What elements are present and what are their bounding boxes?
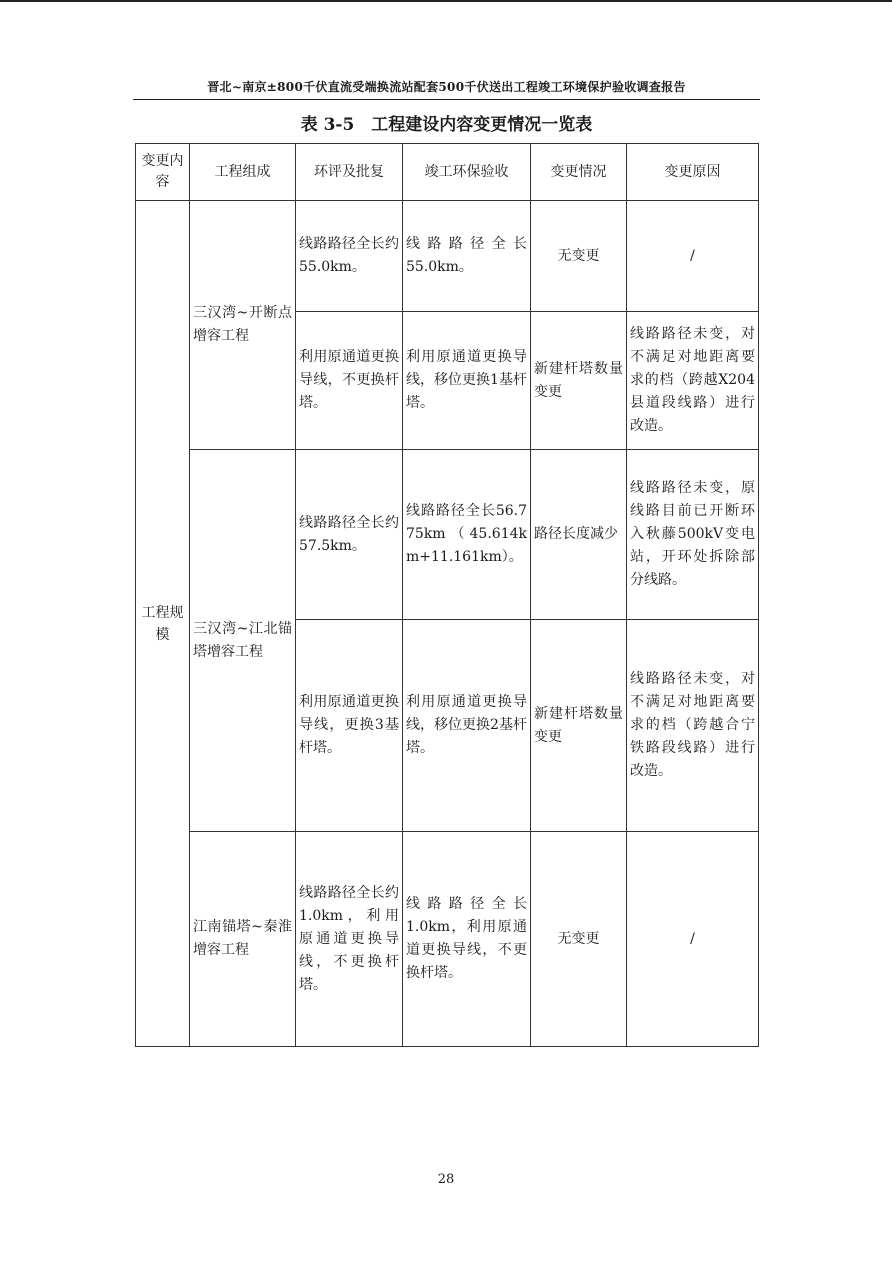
change-cell: 无变更: [531, 201, 627, 312]
eia-cell: 利用原通道更换导线，不更换杆塔。: [296, 312, 403, 450]
header-rule: [133, 99, 760, 100]
reason-cell: /: [627, 832, 759, 1047]
column-header: 变更原因: [627, 144, 759, 201]
table-row: [136, 201, 759, 312]
acceptance-cell: 线路路径全长1.0km，利用原通道更换导线，不更换杆塔。: [403, 832, 531, 1047]
reason-cell: 线路路径未变，对不满足对地距离要求的档（跨越X204县道段线路）进行改造。: [627, 312, 759, 450]
change-cell: 无变更: [531, 832, 627, 1047]
acceptance-cell: 线路路径全长56.775km（45.614km+11.161km）。: [403, 450, 531, 620]
table-header-row: [136, 144, 759, 201]
project-name-cell: 江南锚塔~秦淮增容工程: [190, 832, 296, 1047]
change-table: [135, 143, 759, 1047]
change-cell: 新建杆塔数量变更: [531, 312, 627, 450]
column-header: 竣工环保验收: [403, 144, 531, 201]
table-row: [136, 832, 759, 1047]
change-cell: 新建杆塔数量变更: [531, 620, 627, 832]
project-name-cell: 三汉湾~开断点增容工程: [190, 201, 296, 450]
reason-cell: 线路路径未变，原线路目前已开断环入秋藤500kV变电站，开环处拆除部分线路。: [627, 450, 759, 620]
column-header: 工程组成: [190, 144, 296, 201]
acceptance-cell: 利用原通道更换导线，移位更换1基杆塔。: [403, 312, 531, 450]
column-header: 变更内容: [136, 144, 190, 201]
column-header: 变更情况: [531, 144, 627, 201]
running-header: 晋北~南京±800千伏直流受端换流站配套500千伏送出工程竣工环境保护验收调查报告: [207, 80, 686, 94]
eia-cell: 利用原通道更换导线，更换3基杆塔。: [296, 620, 403, 832]
reason-cell: 线路路径未变，对不满足对地距离要求的档（跨越合宁铁路段线路）进行改造。: [627, 620, 759, 832]
reason-cell: /: [627, 201, 759, 312]
column-header: 环评及批复: [296, 144, 403, 201]
table-row: [136, 450, 759, 620]
page-top-rule: [0, 0, 892, 2]
page-number: 28: [437, 1172, 455, 1187]
eia-cell: 线路路径全长约1.0km，利用原通道更换导线，不更换杆塔。: [296, 832, 403, 1047]
eia-cell: 线路路径全长约55.0km。: [296, 201, 403, 312]
acceptance-cell: 利用原通道更换导线，移位更换2基杆塔。: [403, 620, 531, 832]
acceptance-cell: 线路路径全长55.0km。: [403, 201, 531, 312]
table-title: 表 3-5 工程建设内容变更情况一览表: [300, 115, 593, 135]
eia-cell: 线路路径全长约57.5km。: [296, 450, 403, 620]
project-name-cell: 三汉湾~江北锚塔增容工程: [190, 450, 296, 832]
change-cell: 路径长度减少: [531, 450, 627, 620]
category-cell: 工程规模: [136, 201, 190, 1047]
